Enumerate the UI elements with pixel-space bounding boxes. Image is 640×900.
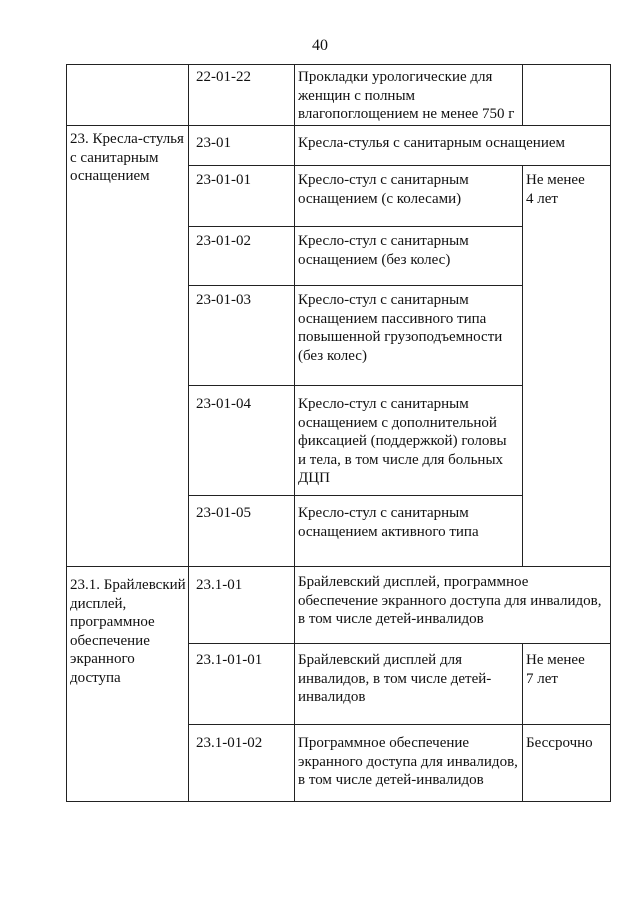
- row-divider: [188, 165, 611, 166]
- row-code: 23-01-04: [196, 396, 251, 412]
- column-divider: [522, 64, 523, 126]
- row-term: Не менее 7 лет: [526, 652, 585, 687]
- row-divider: [188, 495, 522, 496]
- row-divider: [188, 643, 611, 644]
- row-divider: [188, 226, 522, 227]
- row-divider: [188, 285, 522, 286]
- category-label: 23. Кресла-стулья с санитарным оснащением: [70, 131, 184, 185]
- column-divider: [188, 64, 189, 802]
- row-code: 23.1-01-02: [196, 735, 263, 751]
- row-code: 23-01-01: [196, 172, 251, 188]
- row-name: Программное обеспечение экранного доступа для инвалидов, в том числе детей-инвалидов: [298, 735, 518, 789]
- row-divider: [66, 125, 611, 126]
- row-code: 23-01-05: [196, 505, 251, 521]
- table-border-right: [610, 64, 611, 802]
- group-code: 23-01: [196, 135, 231, 151]
- equipment-table: [66, 64, 611, 802]
- row-divider: [188, 724, 611, 725]
- row-code: 22-01-22: [196, 69, 251, 85]
- row-name: Кресло-стул с санитарным оснащением (без колес): [298, 233, 469, 268]
- table-border-bottom: [66, 801, 611, 802]
- category-label: 23.1. Брайлевский дисплей, программное обеспечение экранного доступа: [70, 577, 186, 686]
- row-divider: [66, 566, 611, 567]
- row-term: Бессрочно: [526, 735, 593, 751]
- row-name: Кресло-стул с санитарным оснащением с дополнительной фиксацией (поддержкой) головы и тела, в том числе для больных ДЦП: [298, 396, 507, 487]
- row-code: 23.1-01-01: [196, 652, 263, 668]
- column-divider: [522, 165, 523, 567]
- group-name: Брайлевский дисплей, программное обеспечение экранного доступа для инвалидов, в том числе детей-инвалидов: [298, 574, 602, 628]
- row-name: Брайлевский дисплей для инвалидов, в том числе детей- инвалидов: [298, 652, 492, 706]
- column-divider: [522, 643, 523, 802]
- row-name: Кресло-стул с санитарным оснащением активного типа: [298, 505, 479, 540]
- row-code: 23-01-02: [196, 233, 251, 249]
- row-code: 23-01-03: [196, 292, 251, 308]
- table-border-left: [66, 64, 67, 802]
- page-number: 40: [312, 37, 328, 54]
- row-divider: [188, 385, 522, 386]
- row-name: Кресло-стул с санитарным оснащением (с колесами): [298, 172, 469, 207]
- row-name: Прокладки урологические для женщин с полным влагопоглощением не менее 750 г: [298, 69, 515, 123]
- table-border-top: [66, 64, 611, 65]
- group-name: Кресла-стулья с санитарным оснащением: [298, 135, 565, 151]
- row-name: Кресло-стул с санитарным оснащением пассивного типа повышенной грузоподъемности (без колес): [298, 292, 503, 364]
- group-code: 23.1-01: [196, 577, 243, 593]
- column-divider: [294, 64, 295, 802]
- row-term: Не менее 4 лет: [526, 172, 585, 207]
